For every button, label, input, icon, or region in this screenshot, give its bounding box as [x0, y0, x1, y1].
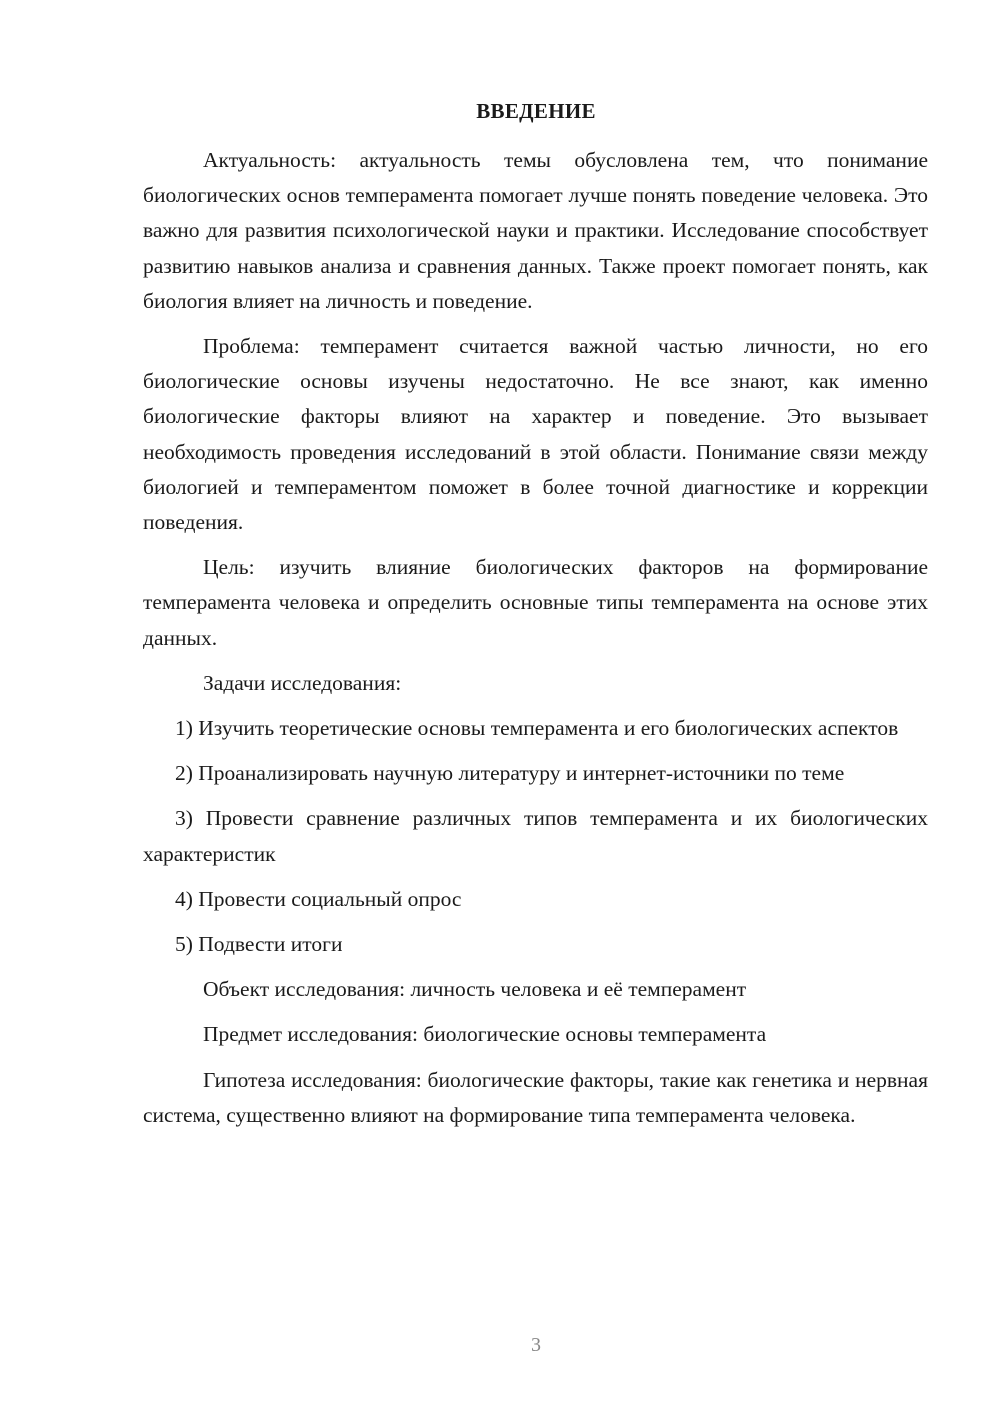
task-item-2: 2) Проанализировать научную литературу и интернет-источники по теме — [175, 761, 845, 786]
relevance-paragraph: Актуальность: актуальность темы обусловлена тем, что понимание биологических основ темперамента помогает лучше понять поведение человека. Это важно для развития психологической науки и практики. Исследование способствует развитию навыков анализа и сравнения данных. Также проект помогает понять, как биология влияет на личность и поведение. — [143, 148, 928, 313]
task-item-5: 5) Подвести итоги — [175, 932, 343, 957]
problem-paragraph: Проблема: темперамент считается важной частью личности, но его биологические основы изучены недостаточно. Не все знают, как именно биологические факторы влияют на характер и поведение. Это вызывает необходимость проведения исследований в этой области. Понимание связи между биологией и темпераментом поможет в более точной диагностике и коррекции поведения. — [143, 334, 928, 535]
goal-paragraph: Цель: изучить влияние биологических факторов на формирование темперамента человека и определить основные типы темперамента на основе этих данных. — [143, 555, 928, 650]
section-body — [143, 143, 928, 1143]
task-item-4: 4) Провести социальный опрос — [175, 886, 462, 911]
page-number: 3 — [531, 1334, 541, 1356]
section-title: ВВЕДЕНИЕ — [476, 99, 596, 123]
task-item-3: 3) Провести сравнение различных типов темперамента и их биологических характеристик — [143, 806, 928, 866]
research-object: Объект исследования: личность человека и её темперамент — [203, 977, 747, 1002]
research-hypothesis: Гипотеза исследования: биологические факторы, такие как генетика и нервная система, существенно влияют на формирование типа темперамента человека. — [143, 1067, 928, 1127]
task-item-1: 1) Изучить теоретические основы темперамента и его биологических аспектов — [175, 716, 899, 741]
tasks-heading: Задачи исследования: — [203, 670, 402, 695]
research-subject: Предмет исследования: биологические основы темперамента — [203, 1022, 767, 1047]
